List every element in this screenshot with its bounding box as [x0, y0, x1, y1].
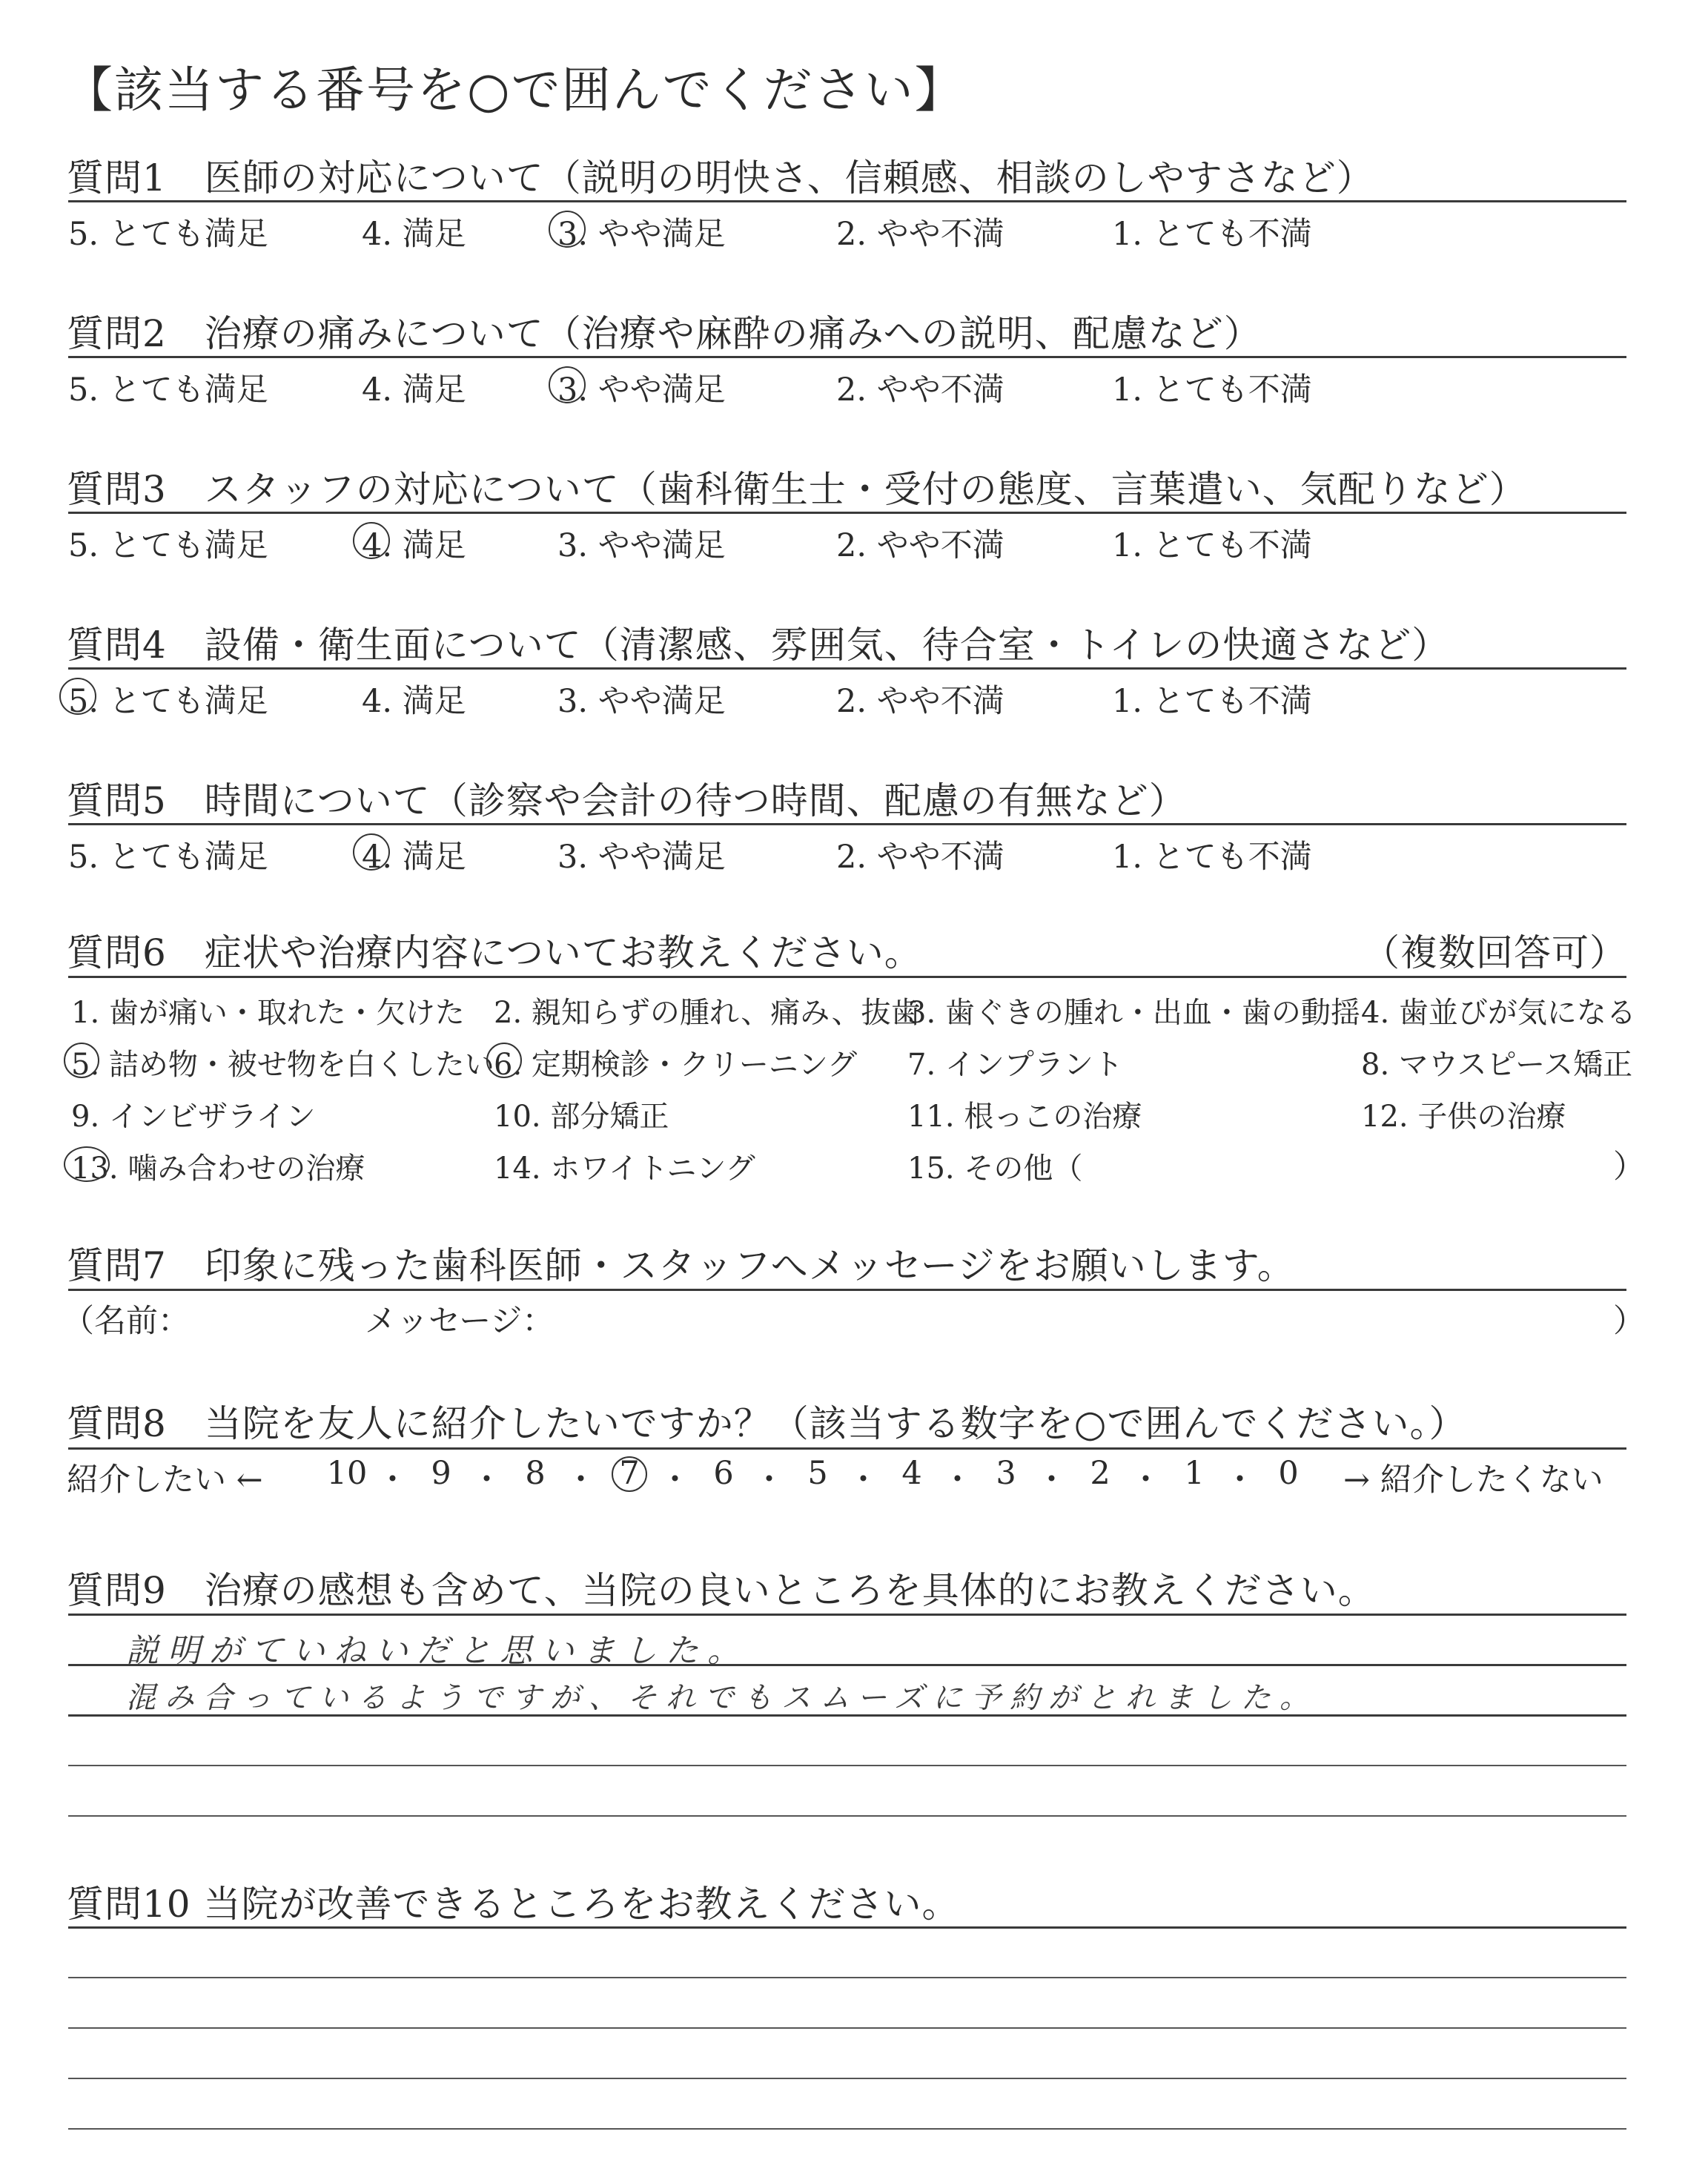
q3-option[interactable]: 5. とても満足 [68, 527, 268, 564]
q1-option[interactable]: 2. やや不満 [836, 216, 1004, 253]
q2-option[interactable]: 2. やや不満 [836, 371, 1004, 409]
q6-note: （複数回答可） [1363, 931, 1627, 974]
q4-option[interactable]: 3. やや満足 [557, 683, 726, 720]
q7-title: 質問7 印象に残った歯科医師・スタッフへメッセージをお願いします。 [67, 1244, 1295, 1287]
q4-option[interactable]: 4. 満足 [362, 683, 466, 720]
q8-scale-value[interactable]: 9 [431, 1455, 451, 1492]
q9-answer-line-2: 混み合っているようですが、それでもスムーズに予約がとれました。 [126, 1681, 1318, 1715]
q8-separator: ・ [377, 1462, 408, 1499]
q7-rule [68, 1289, 1626, 1291]
q8-separator: ・ [1036, 1462, 1068, 1499]
q6-rule [68, 976, 1626, 978]
q6-option[interactable]: 6. 定期検診・クリーニング [494, 1048, 858, 1082]
q3-rule [68, 512, 1626, 514]
q9-rule-2 [68, 1664, 1626, 1666]
q1-option[interactable]: 3. やや満足 [557, 216, 726, 253]
q9-rule-5 [68, 1815, 1626, 1817]
q6-option[interactable]: 1. 歯が痛い・取れた・欠けた [71, 996, 465, 1030]
q5-option[interactable]: 5. とても満足 [68, 839, 268, 876]
q8-scale-value[interactable]: 8 [525, 1455, 546, 1492]
q10-rule-2 [68, 1977, 1626, 1978]
q3-option[interactable]: 2. やや不満 [836, 527, 1004, 564]
q4-option[interactable]: 1. とても不満 [1112, 683, 1312, 720]
q5-option[interactable]: 1. とても不満 [1112, 839, 1312, 876]
q6-option[interactable]: 15. その他（ [907, 1152, 1083, 1186]
q6-option[interactable]: 7. インプラント [907, 1048, 1123, 1082]
q7-close: ） [1613, 1303, 1645, 1340]
q1-option[interactable]: 5. とても満足 [68, 216, 268, 253]
q8-right-label: → 紹介したくない [1343, 1462, 1603, 1499]
q5-option[interactable]: 4. 満足 [362, 839, 466, 876]
q3-option[interactable]: 4. 満足 [362, 527, 466, 564]
q8-separator: ・ [847, 1462, 879, 1499]
q9-rule-4 [68, 1765, 1626, 1766]
q4-option[interactable]: 5. とても満足 [68, 683, 268, 720]
selection-circle [549, 211, 586, 248]
q3-option[interactable]: 1. とても不満 [1112, 527, 1312, 564]
q8-separator: ・ [1224, 1462, 1256, 1499]
page-heading: 【該当する番号を○で囲んでください】 [64, 62, 965, 119]
q10-title: 質問10 当院が改善できるところをお教えください。 [67, 1883, 960, 1926]
q3-option[interactable]: 3. やや満足 [557, 527, 726, 564]
q9-title: 質問9 治療の感想も含めて、当院の良いところを具体的にお教えください。 [67, 1569, 1376, 1612]
q6-option[interactable]: 5. 詰め物・被せ物を白くしたい [71, 1048, 494, 1082]
q6-option[interactable]: 8. マウスピース矯正 [1361, 1048, 1633, 1082]
q8-separator: ・ [1130, 1462, 1162, 1499]
q5-option[interactable]: 2. やや不満 [836, 839, 1004, 876]
selection-circle [549, 366, 586, 403]
q8-scale-value[interactable]: 5 [807, 1455, 828, 1492]
q5-title: 質問5 時間について（診察や会計の待つ時間、配慮の有無など） [67, 779, 1187, 822]
q8-separator: ・ [941, 1462, 973, 1499]
q2-rule [68, 356, 1626, 358]
q8-rule [68, 1447, 1626, 1450]
q2-option[interactable]: 1. とても不満 [1112, 371, 1312, 409]
q2-option[interactable]: 5. とても満足 [68, 371, 268, 409]
selection-circle [486, 1043, 522, 1078]
q2-option[interactable]: 3. やや満足 [557, 371, 726, 409]
q7-name-label: （名前： [62, 1303, 190, 1340]
selection-circle [64, 1043, 99, 1078]
q8-scale-value[interactable]: 1 [1184, 1455, 1205, 1492]
q6-option[interactable]: 12. 子供の治療 [1361, 1100, 1566, 1134]
q10-rule-4 [68, 2078, 1626, 2079]
q4-rule [68, 667, 1626, 670]
q2-option[interactable]: 4. 満足 [362, 371, 466, 409]
q10-rule-5 [68, 2128, 1626, 2130]
q6-option[interactable]: 2. 親知らずの腫れ、痛み、抜歯 [494, 996, 921, 1030]
q8-separator: ・ [565, 1462, 597, 1499]
q5-option[interactable]: 3. やや満足 [557, 839, 726, 876]
selection-circle [353, 522, 390, 559]
selection-circle [64, 1146, 110, 1182]
q6-other-close: ） [1613, 1149, 1645, 1186]
q1-rule [68, 200, 1626, 202]
q4-title: 質問4 設備・衛生面について（清潔感、雰囲気、待合室・トイレの快適さなど） [67, 624, 1450, 667]
q8-scale-value[interactable]: 0 [1278, 1455, 1299, 1492]
q7-message-label: メッセージ： [365, 1303, 555, 1340]
q6-option[interactable]: 9. インビザライン [71, 1100, 316, 1134]
q8-left-label: 紹介したい ← [67, 1462, 263, 1499]
selection-circle [59, 678, 96, 715]
q6-option[interactable]: 11. 根っこの治療 [907, 1100, 1142, 1134]
q2-title: 質問2 治療の痛みについて（治療や麻酔の痛みへの説明、配慮など） [67, 312, 1262, 355]
q8-scale-value[interactable]: 6 [713, 1455, 734, 1492]
q8-scale-value[interactable]: 2 [1090, 1455, 1110, 1492]
q8-separator: ・ [471, 1462, 503, 1499]
q8-separator: ・ [753, 1462, 785, 1499]
q8-title: 質問8 当院を友人に紹介したいですか？（該当する数字を○で囲んでください。） [67, 1402, 1467, 1445]
selection-circle [612, 1456, 647, 1492]
q6-title: 質問6 症状や治療内容についてお教えください。 [67, 931, 922, 974]
q6-option[interactable]: 3. 歯ぐきの腫れ・出血・歯の動揺 [907, 996, 1360, 1030]
q8-scale-value[interactable]: 3 [996, 1455, 1016, 1492]
q1-option[interactable]: 1. とても不満 [1112, 216, 1312, 253]
q6-option[interactable]: 14. ホワイトニング [494, 1152, 755, 1186]
q8-separator: ・ [659, 1462, 691, 1499]
q9-rule-1 [68, 1614, 1626, 1616]
q6-option[interactable]: 13. 噛み合わせの治療 [71, 1152, 365, 1186]
q8-scale-value[interactable]: 7 [619, 1455, 640, 1492]
q9-rule-3 [68, 1714, 1626, 1717]
q5-rule [68, 823, 1626, 825]
q6-option[interactable]: 10. 部分矯正 [494, 1100, 669, 1134]
q8-scale-value[interactable]: 4 [901, 1455, 922, 1492]
q10-rule-3 [68, 2027, 1626, 2029]
q8-scale-value[interactable]: 10 [326, 1455, 368, 1492]
q1-title: 質問1 医師の対応について（説明の明快さ、信頼感、相談のしやすさなど） [67, 156, 1374, 199]
selection-circle [353, 833, 390, 871]
q1-option[interactable]: 4. 満足 [362, 216, 466, 253]
q3-title: 質問3 スタッフの対応について（歯科衛生士・受付の態度、言葉遣い、気配りなど） [67, 468, 1527, 511]
q10-rule-1 [68, 1926, 1626, 1929]
q4-option[interactable]: 2. やや不満 [836, 683, 1004, 720]
q9-answer-line-1: 説明がていねいだと思いました。 [126, 1632, 749, 1670]
q6-option[interactable]: 4. 歯並びが気になる [1361, 996, 1636, 1030]
